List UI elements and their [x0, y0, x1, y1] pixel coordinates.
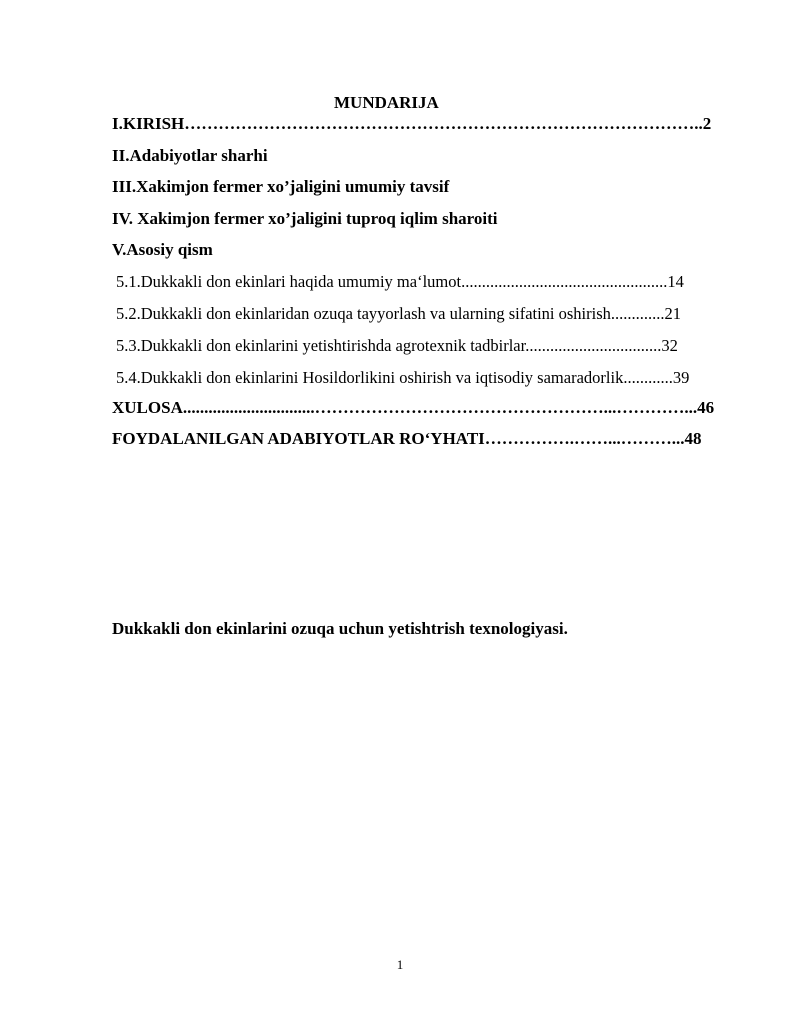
topic-heading: Dukkakli don ekinlarini ozuqa uchun yetishtrish texnologiyasi. [112, 619, 568, 638]
toc-entry-tuproq-iqlim: IV. Xakimjon fermer xo’jaligini tuproq iqlim sharoiti [112, 209, 498, 228]
toc-entry-asosiy-qism: V.Asosiy qism [112, 240, 213, 259]
toc-subentry-5-1: 5.1.Dukkakli don ekinlari haqida umumiy ma‘lumot..................................................14 [116, 272, 684, 291]
page-number: 1 [396, 957, 404, 972]
page-title: MUNDARIJA [334, 93, 439, 112]
toc-subentry-5-2: 5.2.Dukkakli don ekinlaridan ozuqa tayyorlash va ularning sifatini oshirish.............21 [116, 304, 682, 323]
toc-subentry-5-4: 5.4.Dukkakli don ekinlarini Hosildorlikini oshirish va iqtisodiy samaradorlik............39 [116, 368, 690, 387]
toc-entry-kirish: I.KIRISH………………………………………………………………………………..2 [112, 114, 712, 133]
toc-subentry-5-3: 5.3.Dukkakli don ekinlarini yetishtirishda agrotexnik tadbirlar.................................32 [116, 336, 678, 355]
toc-entry-umumiy-tavsif: III.Xakimjon fermer xo’jaligini umumiy tavsif [112, 177, 450, 196]
toc-entry-adabiyotlar-royhati: FOYDALANILGAN ADABIYOTLAR RO‘YHATI…………….……...………...48 [112, 429, 702, 448]
toc-entry-adabiyotlar-sharhi: II.Adabiyotlar sharhi [112, 146, 268, 165]
toc-entry-xulosa: XULOSA...............................……………………………………………...…………...46 [112, 398, 715, 417]
